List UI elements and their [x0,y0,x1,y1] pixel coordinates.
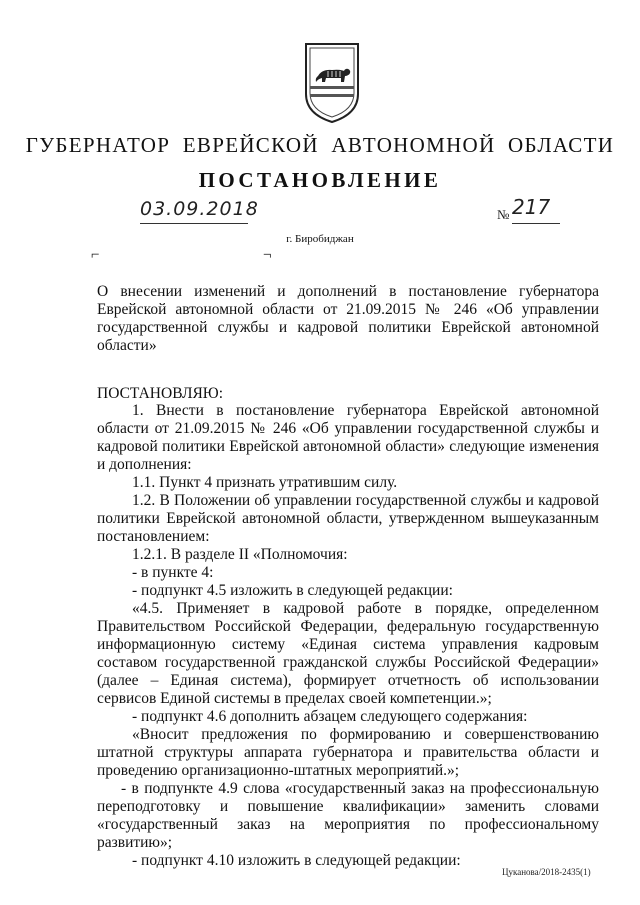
document-body [97,402,599,870]
decree-word: ПОСТАНОВЛЯЮ: [97,385,224,402]
document-number: 217 [512,195,551,219]
document-type: ПОСТАНОВЛЕНИЕ [198,168,442,192]
paragraph: - подпункт 4.5 изложить в следующей редакции: [132,582,453,599]
paragraph: - подпункт 4.6 дополнить абзацем следующего содержания: [132,708,528,725]
document-footer-code: Цуканова/2018-2435(1) [502,867,591,877]
number-label: № [497,207,510,222]
paragraph: - в подпункте 4.9 слова «государственный заказ на профессиональную переподготовку и повышение квалификации» заменить словами «государственный заказ на мероприятия по профессиональному развитию»; [97,780,599,851]
paragraph: 1.1. Пункт 4 признать утратившим силу. [132,474,398,491]
authority-title: ГУБЕРНАТОР ЕВРЕЙСКОЙ АВТОНОМНОЙ ОБЛАСТИ [25,133,615,157]
left-corner-mark: ⌐ [91,247,100,263]
city: г. Биробиджан [286,233,354,245]
paragraph: 1. Внести в постановление губернатора Еврейской автономной области от 21.09.2015 № 246 «Об управлении государственной службы и кадровой политики Еврейской автономной области» следующие изменения и дополнения: [97,402,599,473]
paragraph: - подпункт 4.10 изложить в следующей редакции: [132,852,461,869]
coat-of-arms-icon [302,42,362,124]
paragraph: «Вносит предложения по формированию и совершенствованию штатной структуры аппарата губернатора и правительства области и проведению организационно-штатных мероприятий.»; [97,726,599,779]
paragraph: 1.2. В Положении об управлении государственной службы и кадровой политики Еврейской автономной области, утвержденном вышеуказанным постановлением: [97,492,599,545]
date-underline [140,223,248,224]
number-underline [512,223,560,224]
paragraph: «4.5. Применяет в кадровой работе в порядке, определенном Правительством Российской Федерации, федеральную государственную информационную систему «Единая система управления кадровым составом государственной гражданской службы Российской Федерации» (далее – Единая система), формирует отчетность об использовании сервисов Единой системы в пределах своей компетенции.»; [97,600,599,707]
document-date: 03.09.2018 [140,198,259,220]
paragraph: - в пункте 4: [132,564,214,581]
document-subject: О внесении изменений и дополнений в постановление губернатора Еврейской автономной области от 21.09.2015 № 246 «Об управлении государственной службы и кадровой политики Еврейской автономной области» [97,283,599,354]
paragraph: 1.2.1. В разделе II «Полномочия: [132,546,348,563]
right-corner-mark: ¬ [263,247,272,263]
